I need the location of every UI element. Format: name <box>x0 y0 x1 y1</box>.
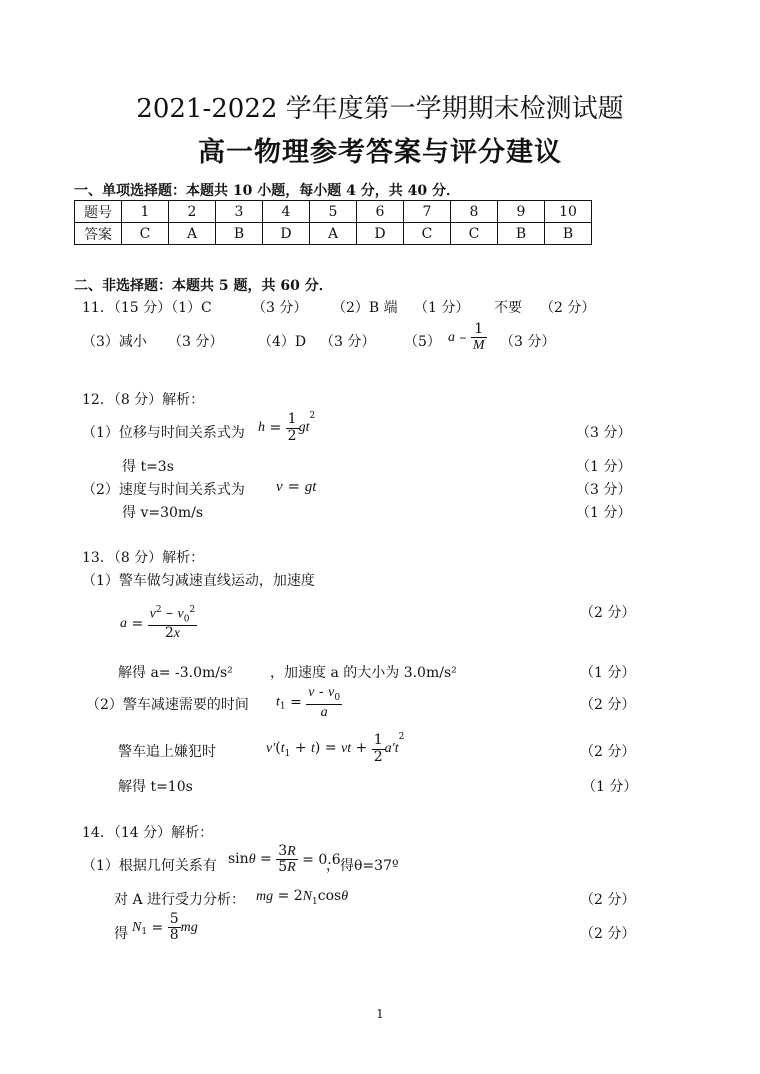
q14-score: （2 分） <box>580 892 636 908</box>
table-cell: 9 <box>498 201 545 223</box>
q13-formula-t1: $t_1$ = $\frac{v - v_0}{a}$ <box>276 684 341 720</box>
page-title: 2021-2022 学年度第一学期期末检测试题 <box>136 94 624 124</box>
row-label-question: 题号 <box>75 201 122 223</box>
q12-score: （3 分） <box>576 482 632 498</box>
q14-line1b: ，得θ=37º <box>326 858 399 874</box>
table-cell: A <box>310 223 357 245</box>
q11-part1: 11．（15 分）（1）C <box>82 300 212 316</box>
table-cell: 2 <box>169 201 216 223</box>
table-cell: C <box>122 223 169 245</box>
q12-score: （1 分） <box>576 505 632 521</box>
q11-part5: （5） <box>404 334 441 350</box>
section2-heading: 二、非选择题：本题共 5 题，共 60 分． <box>74 278 333 294</box>
q11-formula-a-1-over-m: a – $\frac{1}{M}$ <box>448 321 485 354</box>
q14-line3: 得 <box>114 926 128 942</box>
table-cell: B <box>216 223 263 245</box>
q14-formula-sin: sinθ = $\frac{3R}{5R}$ = 0.6 <box>228 843 341 876</box>
table-cell: A <box>169 223 216 245</box>
q14-line2: 对 A 进行受力分析： <box>114 892 246 908</box>
table-cell: D <box>263 223 310 245</box>
table-cell: 10 <box>545 201 592 223</box>
q14-formula-n1: $N_1$ = $\frac{5}{8}$ mg <box>132 911 198 944</box>
q13-score: （2 分） <box>580 744 636 760</box>
q12-head: 12．（8 分）解析： <box>82 392 205 408</box>
q11-score: （3 分） <box>500 334 556 350</box>
answer-table <box>74 200 592 245</box>
table-cell: B <box>498 223 545 245</box>
q12-line1: （1）位移与时间关系式为 <box>82 425 245 441</box>
q13-score: （1 分） <box>580 665 636 681</box>
table-row <box>75 223 592 245</box>
table-cell: D <box>357 223 404 245</box>
q12-formula-v: v = gt <box>276 477 317 495</box>
q13-score: （2 分） <box>580 605 636 621</box>
table-cell: 8 <box>451 201 498 223</box>
table-cell: 5 <box>310 201 357 223</box>
q12-score: （3 分） <box>576 425 632 441</box>
q13-score: （1 分） <box>582 779 638 795</box>
section1-heading: 一、单项选择题：本题共 10 小题，每小题 4 分，共 40 分． <box>74 183 460 199</box>
q11-score: （1 分） <box>414 300 470 316</box>
q14-formula-mg: mg = $2N_1\cos\theta$ <box>256 888 349 907</box>
q13-formula-a: a = $\frac{v^2 - v_0^2}{2x}$ <box>120 605 196 642</box>
page-number: 1 <box>376 1007 384 1021</box>
q11-score: （3 分） <box>320 334 376 350</box>
q11-score: （3 分） <box>252 300 308 316</box>
q11-part2: （2）B 端 <box>332 300 398 316</box>
q14-score: （2 分） <box>580 926 636 942</box>
table-row <box>75 201 592 223</box>
q13-line1: （1）警车做匀减速直线运动，加速度 <box>82 573 315 589</box>
table-cell: B <box>545 223 592 245</box>
q13-line2b: ，加速度 a 的大小为 3.0m/s² <box>270 665 457 681</box>
q12-line2: 得 t=3s <box>122 459 174 475</box>
q11-score: （3 分） <box>168 334 224 350</box>
q11-answer-text: 不要 <box>494 300 522 316</box>
page-subtitle: 高一物理参考答案与评分建议 <box>198 137 562 168</box>
q13-line3: （2）警车减速需要的时间 <box>86 697 249 713</box>
q13-formula-catchup: $v'(t_1 + t)$ = vt + $\frac{1}{2}$ $a't^2$ <box>266 732 405 765</box>
table-cell: 1 <box>122 201 169 223</box>
table-cell: 3 <box>216 201 263 223</box>
q12-line4: 得 v=30m/s <box>122 505 204 521</box>
q14-head: 14．（14 分）解析： <box>82 825 214 841</box>
q13-head: 13．（8 分）解析： <box>82 550 205 566</box>
q13-line4: 警车追上嫌犯时 <box>118 744 216 760</box>
table-cell: 7 <box>404 201 451 223</box>
q13-score: （2 分） <box>580 697 636 713</box>
table-cell: 4 <box>263 201 310 223</box>
table-cell: C <box>404 223 451 245</box>
q13-line5: 解得 t=10s <box>118 779 193 795</box>
q12-line3: （2）速度与时间关系式为 <box>82 482 245 498</box>
table-cell: 6 <box>357 201 404 223</box>
row-label-answer: 答案 <box>75 223 122 245</box>
q14-line1a: （1）根据几何关系有 <box>82 858 217 874</box>
table-cell: C <box>451 223 498 245</box>
q11-part4: （4）D <box>258 334 307 350</box>
q11-score: （2 分） <box>540 300 596 316</box>
q13-line2a: 解得 a= -3.0m/s² <box>118 665 233 681</box>
q12-formula-h: h = $\frac{1}{2}$ $gt^2$ <box>258 411 316 444</box>
q12-score: （1 分） <box>576 459 632 475</box>
q11-part3: （3）减小 <box>82 334 147 350</box>
